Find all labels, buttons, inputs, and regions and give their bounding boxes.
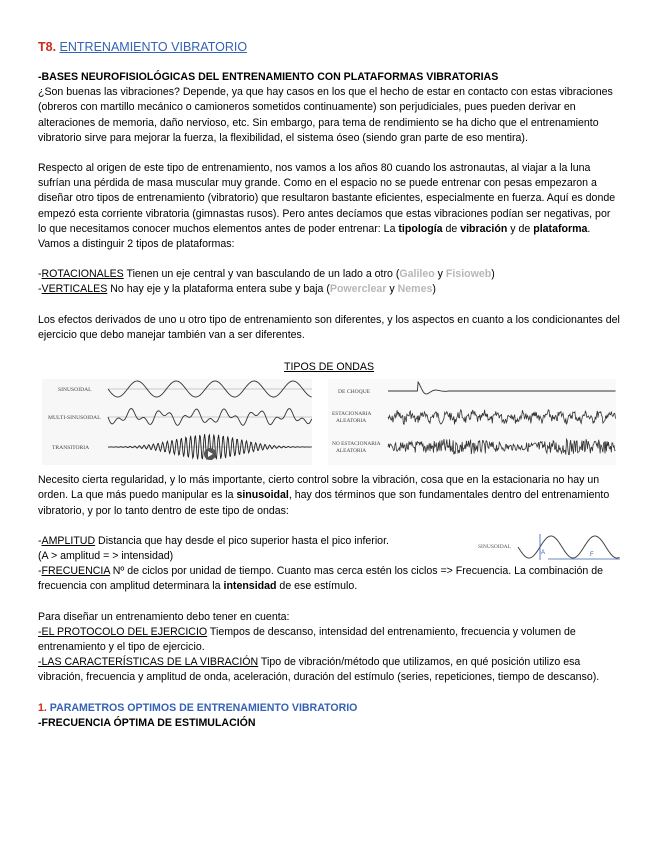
amp-text: Distancia que hay desde el pico superior hasta el pico inferior. xyxy=(95,534,389,547)
bases-heading: -BASES NEUROFISIOLÓGICAS DEL ENTRENAMIENTO CON PLATAFORMAS VIBRATORIAS xyxy=(38,71,499,83)
ver-label: VERTICALES xyxy=(41,283,108,296)
p2-vibracion: vibración xyxy=(460,222,508,235)
p2-y: y de xyxy=(507,222,534,235)
amplitude-figure xyxy=(478,530,623,569)
p2-end: . Vamos a distinguir 2 tipos de plataformas: xyxy=(38,222,591,251)
term-frecuencia: -FRECUENCIA Nº de ciclos por unidad de tiempo. Cuanto mas cerca estén los ciclos => Frecuencia. La combinación de frecuencia con amplitud determinara la intensidad de ese estímulo. xyxy=(38,565,604,593)
design-caracteristicas xyxy=(38,655,620,685)
car-text: Tipo de vibración/método que utilizamos, en qué posición utilizo esa vibración, frecuencia y amplitud de onda, aceleración, duración del estímulo (series, repeticiones, tiempo de descanso). xyxy=(38,656,600,684)
section-1-number: 1. xyxy=(38,701,47,714)
prot-label: -EL PROTOCOLO DEL EJERCICIO xyxy=(38,625,208,638)
p2-tipologia: tipología xyxy=(398,222,443,235)
ver-y: y xyxy=(386,283,398,296)
freq-intensidad: intensidad xyxy=(223,580,277,593)
ver-brand-2: Nemes xyxy=(397,283,433,296)
design-intro: Para diseñar un entrenamiento debo tener en cuenta: xyxy=(38,610,290,623)
rot-y: y xyxy=(434,268,446,281)
amp-fig-label: SINUSOIDAL xyxy=(478,543,511,550)
wave-label-choque: DE CHOQUE xyxy=(338,389,371,396)
regularity-paragraph xyxy=(38,473,620,519)
wave-label-transitoria: TRANSITORIA xyxy=(52,445,90,452)
wave-label-sinusoidal: SINUSOIDAL xyxy=(58,387,92,394)
platform-rotacionales: -ROTACIONALES Tienen un eje central y van basculando de un lado a otro (Galileo y Fisioweb) xyxy=(38,268,495,281)
p2-plataforma: plataforma xyxy=(533,222,588,235)
title-text: ENTRENAMIENTO VIBRATORIO xyxy=(59,40,248,54)
effects-paragraph: Los efectos derivados de uno u otro tipo de entrenamiento son diferentes, y los aspectos en cuanto a los condicionantes del ejercicio que debo manejar también van a ser diferentes. xyxy=(38,313,620,341)
p2-text-a: Respecto al origen de este tipo de entrenamiento, nos vamos a los años 80 cuando los astronautas, al viajar a la luna sufrían una pérdida de masa muscular muy grande. Como en el espacio no se puede entrenar con pesas empezaron a diseñar otro tipos de entrenamiento (vibratorio) que resultaron bastante eficientes, especialmente en fuerza. Aquí es donde empezó esta corriente vibratoria (gimnastas rusos). Pero antes decíamos que estas vibraciones podían ser negativas, por lo que necesitamos conocer muchos elementos antes de poder entrenar: La xyxy=(38,162,616,235)
title-number: T8. xyxy=(38,40,57,54)
wave-label-noestacionaria: NO ESTACIONARIA xyxy=(332,441,381,448)
amplitude-svg xyxy=(478,530,623,564)
amp-fig-wave xyxy=(518,536,620,558)
amp-label: AMPLITUD xyxy=(41,534,96,547)
freq-text: Nº de ciclos por unidad de tiempo. Cuanto mas cerca estén los ciclos => Frecuencia. La combinación de frecuencia con amplitud determinara la xyxy=(38,565,604,593)
amplitud-note: (A > amplitud = > intensidad) xyxy=(38,550,174,563)
ver-text: No hay eje y la plataforma entera sube y baja ( xyxy=(107,283,330,296)
reg-sinusoidal: sinusoidal xyxy=(236,489,289,502)
reg-a: Necesito cierta regularidad, y lo más importante, cierto control sobre la vibración, cosa que en la estacionaria no hay un orden. La que más puedo manipular es la xyxy=(38,474,600,502)
waves-title: TIPOS DE ONDAS xyxy=(283,361,375,374)
ver-close: ) xyxy=(432,283,436,296)
document-page xyxy=(38,38,620,731)
platform-verticales: -VERTICALES No hay eje y la plataforma entera sube y baja (Powerclear y Nemes) xyxy=(38,283,436,296)
amp-fig-f: F xyxy=(590,551,594,558)
p2-de: de xyxy=(442,222,461,235)
car-label: -LAS CARACTERÍSTICAS DE LA VIBRACIÓN xyxy=(38,656,259,669)
bases-paragraph-2 xyxy=(38,161,620,252)
waves-right-panel xyxy=(328,379,616,465)
waves-figure xyxy=(38,377,620,467)
section-1-sub: -FRECUENCIA ÓPTIMA DE ESTIMULACIÓN xyxy=(38,716,256,729)
prot-text: Tiempos de descanso, intensidad del entrenamiento, frecuencia y volumen de entrenamiento y el tipo de ejercicio. xyxy=(38,625,576,654)
page-title xyxy=(38,38,620,56)
freq-label: FRECUENCIA xyxy=(41,565,110,578)
freq-end: de ese estímulo. xyxy=(276,580,358,593)
rot-brand-2: Fisioweb xyxy=(445,268,492,281)
bases-paragraph-1: ¿Son buenas las vibraciones? Depende, ya que hay casos en los que el hecho de estar en contacto con estas vibraciones (obreros con martillo mecánico o camioneros sometidos continuamente) son perjudiciales, pues pueden derivar en alteraciones de memoria, daño nervioso, etc. Sin embargo, para tema de rendimiento se ha dicho que el entrenamiento vibratorio sirve para mejorar la fuerza, la flexibilidad, el sistema óseo (siendo gran parte de eso mentira). xyxy=(38,86,613,144)
section-1-heading xyxy=(38,701,620,716)
ver-brand-1: Powerclear xyxy=(329,283,387,296)
section-1-text: PARAMETROS OPTIMOS DE ENTRENAMIENTO VIBRATORIO xyxy=(49,701,358,714)
wave-label-multi: MULTI-SINUSOIDAL xyxy=(48,415,101,422)
amp-fig-a: A xyxy=(541,549,546,556)
design-protocolo xyxy=(38,625,620,655)
rot-text: Tienen un eje central y van basculando de un lado a otro ( xyxy=(123,268,400,281)
rot-brand-1: Galileo xyxy=(399,268,435,281)
rot-label: ROTACIONALES xyxy=(41,268,124,281)
reg-b: , hay dos términos que son fundamentales dentro del entrenamiento vibratorio, y por lo tanto dentro de este tipo de ondas: xyxy=(38,489,610,517)
rot-close: ) xyxy=(491,268,495,281)
wave-label-estacionaria-2: ALEATORIA xyxy=(336,418,367,425)
waves-svg xyxy=(38,377,620,469)
wave-label-noestacionaria-2: ALEATORIA xyxy=(336,448,367,455)
wave-label-estacionaria: ESTACIONARIA xyxy=(332,411,372,418)
term-amplitud: -AMPLITUD Distancia que hay desde el pico superior hasta el pico inferior. xyxy=(38,534,389,547)
